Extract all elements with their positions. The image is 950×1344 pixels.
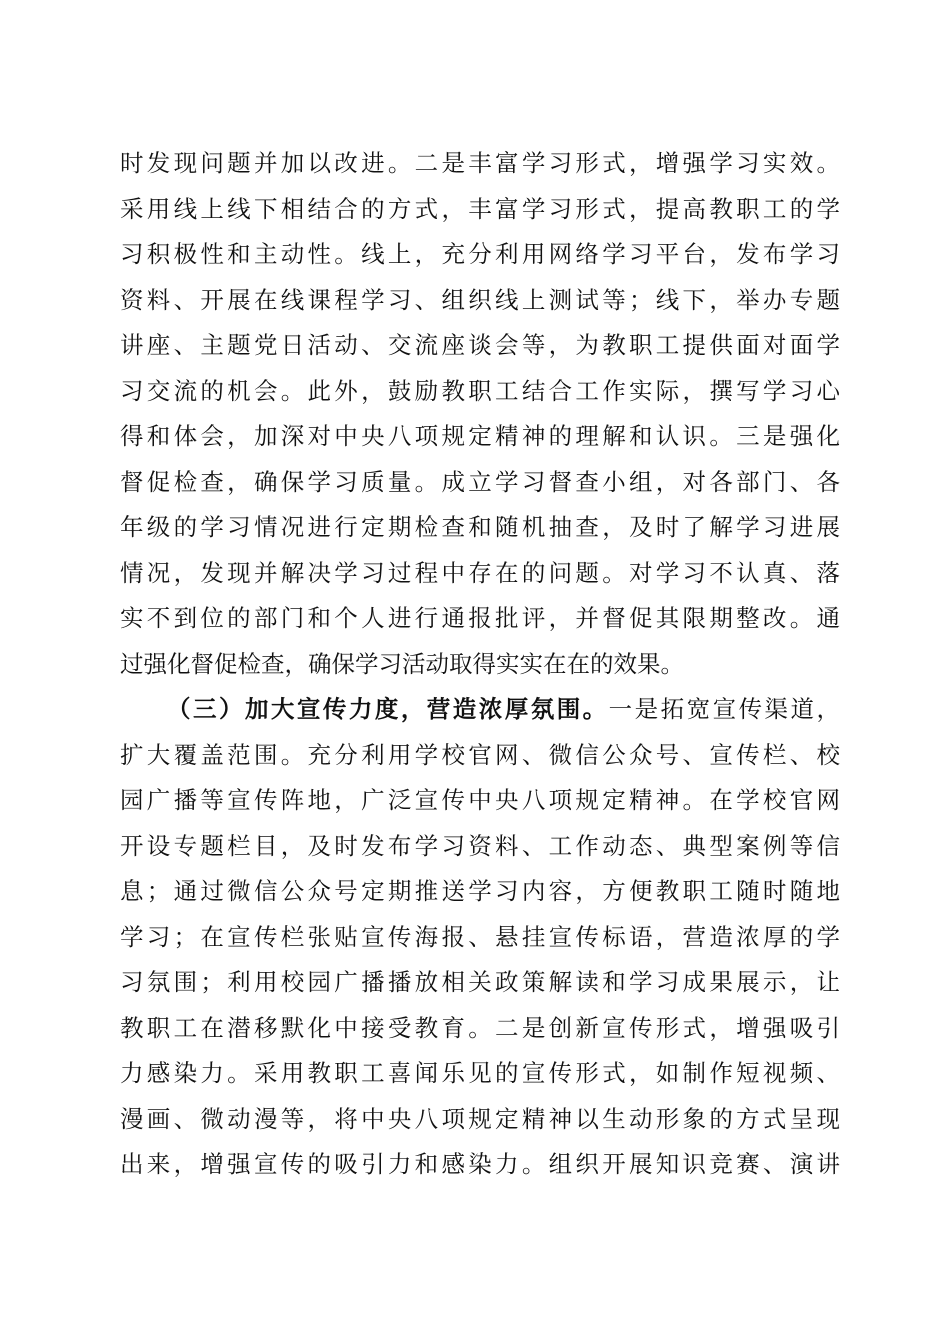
text-line: 扩大覆盖范围。充分利用学校官网、微信公众号、宣传栏、校 (120, 740, 840, 769)
text-line: 习积极性和主动性。线上，充分利用网络学习平台，发布学习 (120, 240, 840, 268)
text-line: 学习；在宣传栏张贴宣传海报、悬挂宣传标语，营造浓厚的学 (120, 922, 840, 951)
text-line: 息；通过微信公众号定期推送学习内容，方便教职工随时随地 (120, 877, 840, 905)
text-line: 讲座、主题党日活动、交流座谈会等，为教职工提供面对面学 (120, 331, 840, 359)
document-body (120, 141, 840, 1188)
text-line: 采用线上线下相结合的方式，丰富学习形式，提高教职工的学 (120, 194, 840, 223)
text-line: 过强化督促检查，确保学习活动取得实实在在的效果。 (120, 649, 684, 678)
paragraph-1 (120, 141, 840, 687)
text-line: 督促检查，确保学习质量。成立学习督查小组，对各部门、各 (120, 467, 840, 496)
heading-line-rest: 一是拓宽宣传渠道， (608, 695, 841, 723)
text-line: 情况，发现并解决学习过程中存在的问题。对学习不认真、落 (120, 558, 840, 587)
paragraph-heading-line (120, 687, 840, 733)
text-line: 漫画、微动漫等，将中央八项规定精神以生动形象的方式呈现 (120, 1104, 840, 1133)
text-line: 时发现问题并加以改进。二是丰富学习形式，增强学习实效。 (120, 149, 840, 177)
text-line: 教职工在潜移默化中接受教育。二是创新宣传形式，增强吸引 (120, 1013, 840, 1042)
text-line: 开设专题栏目，及时发布学习资料、工作动态、典型案例等信 (120, 831, 840, 860)
text-line: 年级的学习情况进行定期检查和随机抽查，及时了解学习进展 (120, 513, 840, 541)
text-line: 得和体会，加深对中央八项规定精神的理解和认识。三是强化 (120, 422, 840, 450)
text-line: 园广播等宣传阵地，广泛宣传中央八项规定精神。在学校官网 (120, 786, 840, 814)
text-line: 习氛围；利用校园广播播放相关政策解读和学习成果展示，让 (120, 968, 840, 996)
text-line: 习交流的机会。此外，鼓励教职工结合工作实际，撰写学习心 (120, 376, 840, 405)
text-line: 力感染力。采用教职工喜闻乐见的宣传形式，如制作短视频、 (120, 1059, 840, 1087)
section-heading: （三）加大宣传力度，营造浓厚氛围。 (167, 695, 609, 723)
text-line: 资料、开展在线课程学习、组织线上测试等；线下，举办专题 (120, 285, 840, 314)
paragraph-2 (120, 687, 840, 1188)
text-line: 实不到位的部门和个人进行通报批评，并督促其限期整改。通 (120, 604, 840, 632)
text-line: 出来，增强宣传的吸引力和感染力。组织开展知识竞赛、演讲 (120, 1150, 840, 1178)
